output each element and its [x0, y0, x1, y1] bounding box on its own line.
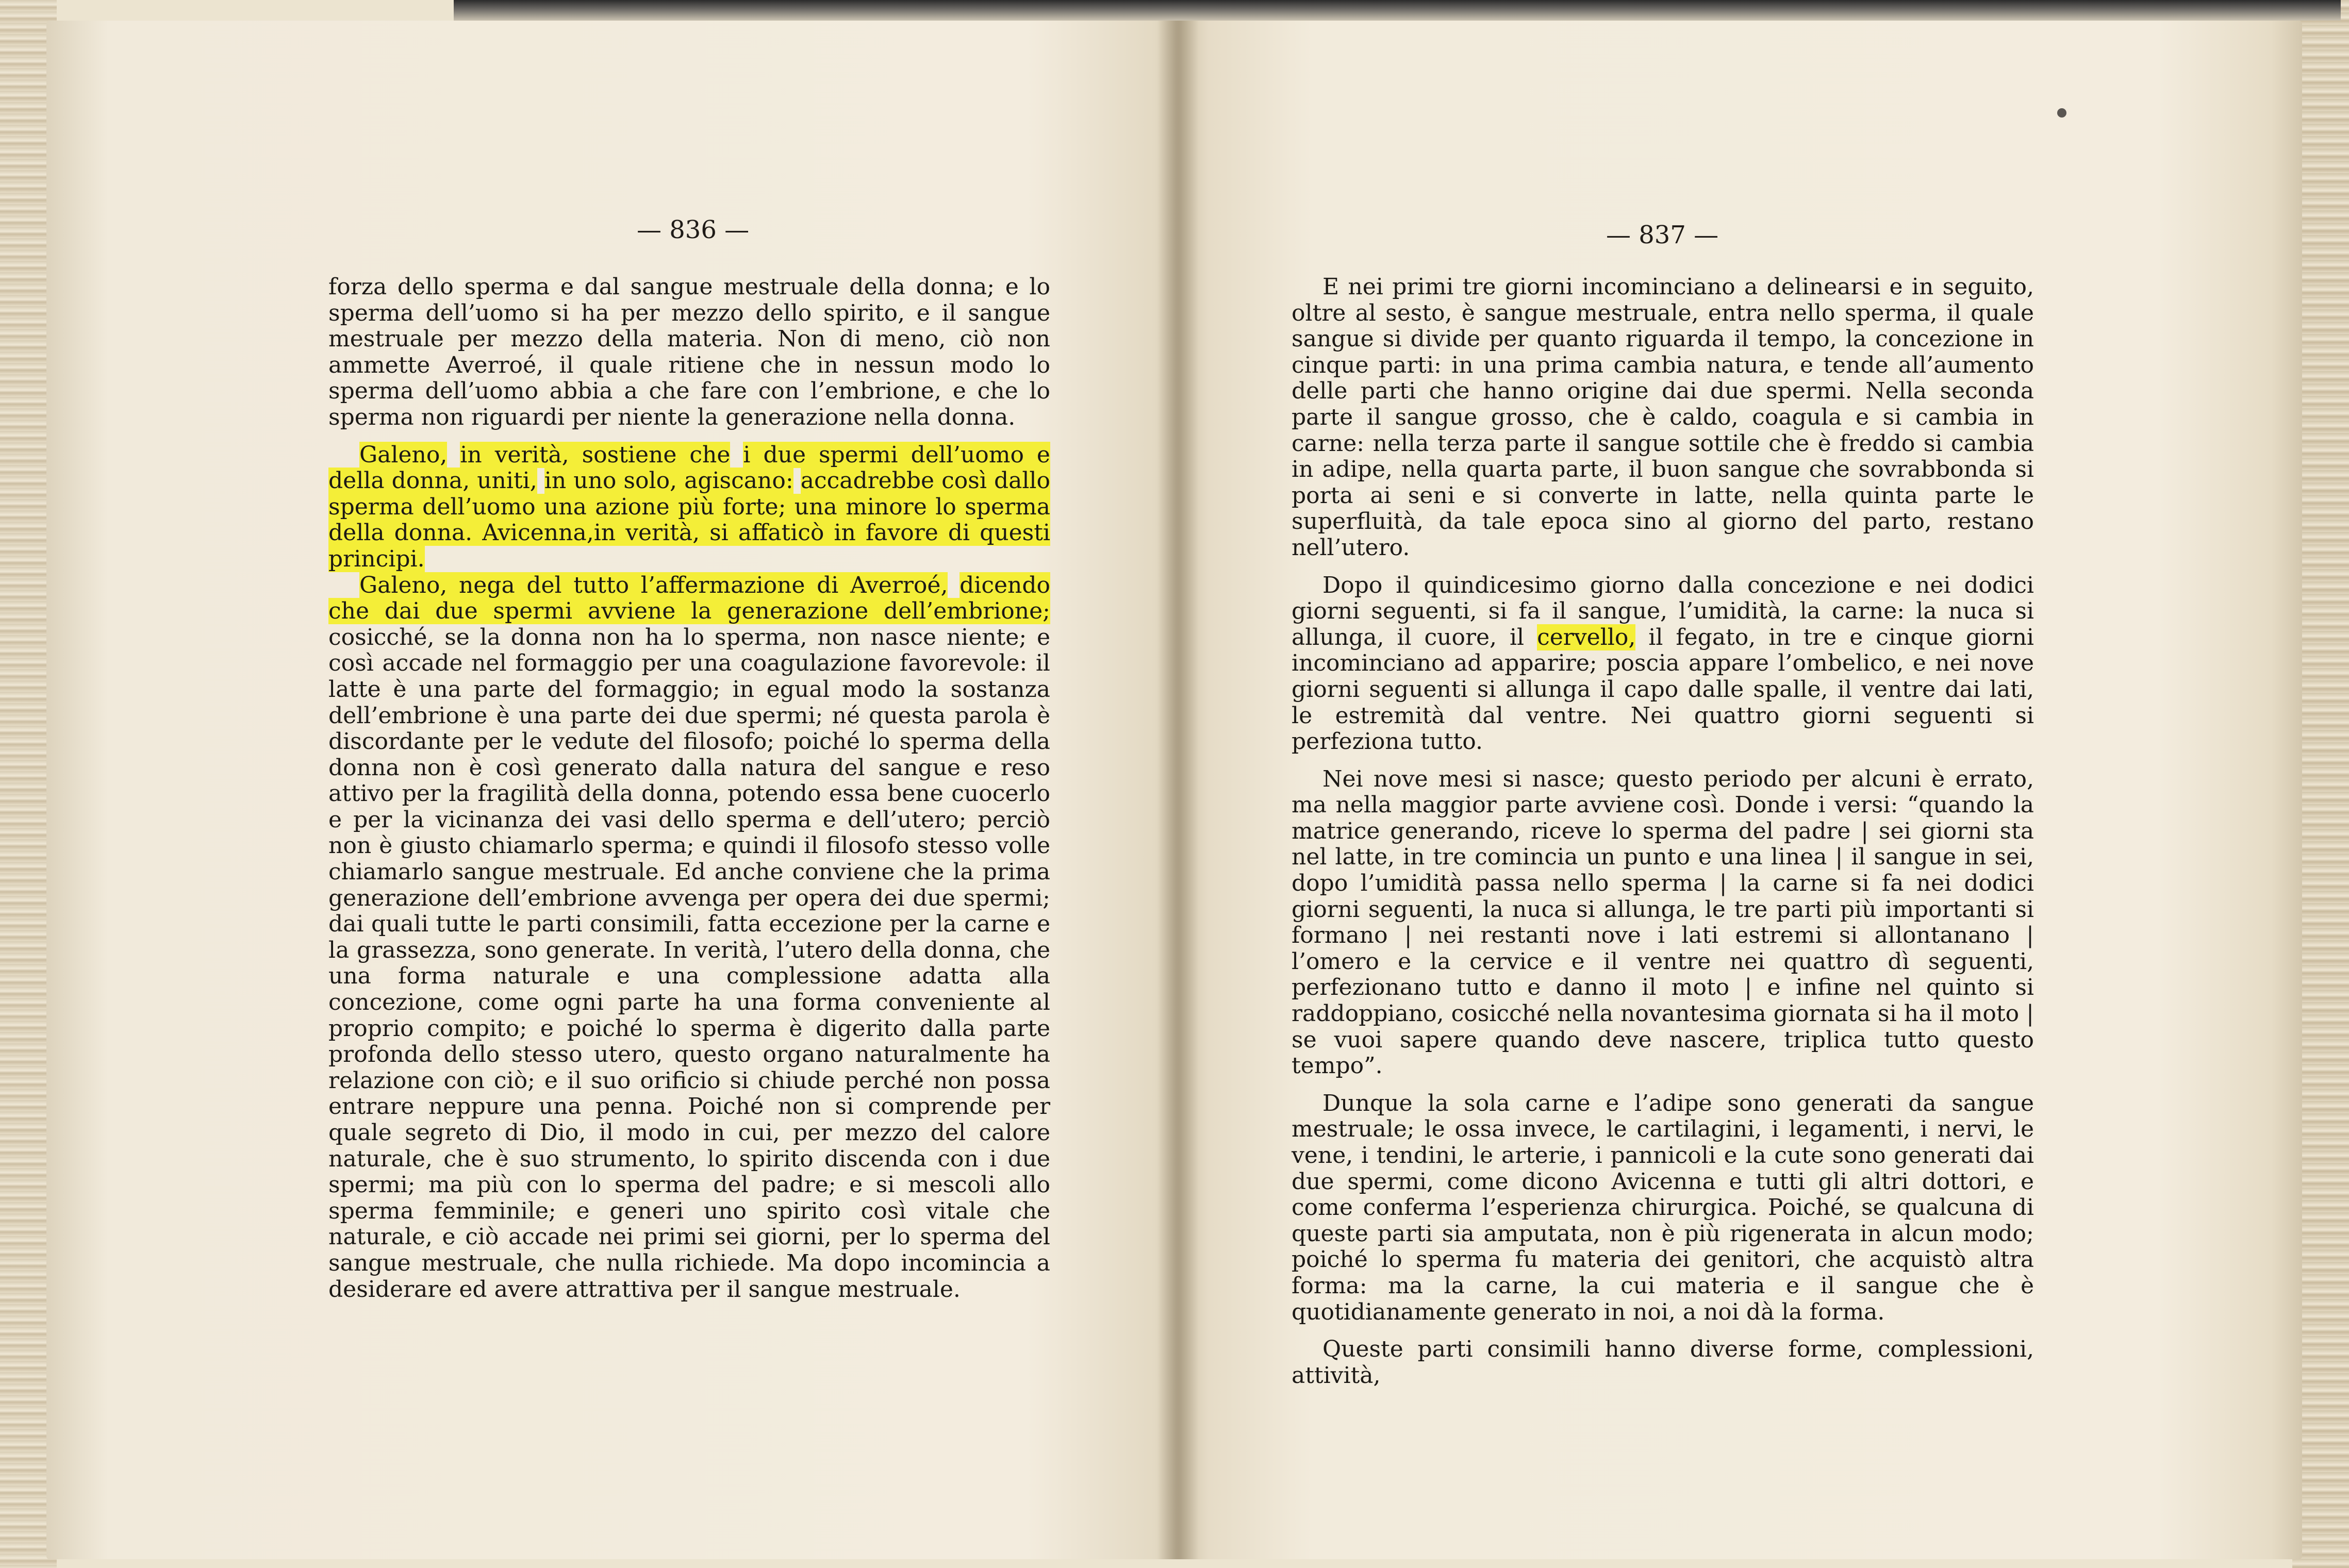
paragraph — [1292, 1337, 2034, 1389]
right-page-text — [1292, 274, 2034, 1389]
text-run: Dunque la sola carne e l’adipe sono generati da sangue mestruale; le ossa invece, le cartilagini, i legamenti, i nervi, le vene, i tendini, le arterie, i pannicoli e la cute sono generati dai due spermi, come dicono Avicenna e tutti gli altri dottori, e come conferma l’esperienza chirurgica. Poiché, se qualcuna di queste parti sia amputata, non è più rigenerata in alcun modo; poiché lo sperma fu materia dei genitori, che acquistò altra forma: ma la carne, la cui materia e il sangue che è quotidianamente generato in noi, a noi dà la forma. — [1292, 1090, 2034, 1325]
text-run: il fegato, in tre e cinque giorni incominciano ad apparire; poscia appare l’ombelico, e nei nove giorni seguenti si allunga il capo dalle spalle, il ventre dai lati, le estremità dal ventre. Nei quattro giorni seguenti si perfeziona tutto. — [1292, 624, 2034, 755]
text-run: forza dello sperma e dal sangue mestruale della donna; e lo sperma dell’uomo si ha per mezzo dello spirito, e il sangue mestruale per mezzo della materia. Non di meno, ciò non ammette Averroé, il quale ritiene che in nessun modo lo sperma dell’uomo abbia a che fare con l’embrione, e che lo sperma non riguardi per niente la generazione nella donna. — [328, 274, 1050, 430]
highlighted-text: in uno solo, agiscano: — [544, 468, 793, 494]
paragraph — [328, 573, 1050, 1303]
text-run: cosicché, se la donna non ha lo sperma, non nasce niente; e così accade nel formaggio per una coagulazione favorevole: il latte è una parte del formaggio; in egual modo la sostanza dell’embrione è una parte dei due spermi; né questa parola è discordante per le vedute del filosofo; poiché lo sperma della donna non è così generato dalla natura del sangue e reso attivo per la fragilità della donna, potendo essa bene cuocerlo e per la vicinanza dei vasi dello sperma e dell’utero; perciò non è giusto chiamarlo sperma; e quindi il filosofo stesso volle chiamarlo sangue mestruale. Ed anche conviene che la prima generazione dell’embrione avvenga per opera dei due spermi; dai quali tutte le parti consimili, fatta eccezione per la carne e la grassezza, sono generate. In verità, l’utero della donna, che una forma naturale e una complessione adatta alla concezione, come ogni parte ha una forma conveniente al proprio compito; e poiché lo sperma è digerito dalla parte profonda dello stesso utero, questo organo naturalmente ha relazione con ciò; e il suo orificio si chiude perché non possa entrare neppure una penna. Poiché non si comprende per quale segreto di Dio, il modo in cui, per mezzo del calore naturale, che è suo strumento, lo spirito discenda con i due spermi; ma più con lo sperma del padre; e si mescoli allo sperma femminile; e generi uno spirito così vitale che naturale, e ciò accade nei primi sei giorni, per lo sperma del sangue mestruale, che nulla richiede. Ma dopo incomincia a desiderare ed avere attrattiva per il sangue mestruale. — [328, 624, 1050, 1303]
highlighted-text: in verità, sostiene che — [460, 441, 731, 468]
paragraph — [328, 442, 1050, 573]
paragraph — [1292, 766, 2034, 1079]
highlighted-text: dicendo che dai due spermi avviene la generazione dell’embrione; — [328, 572, 1050, 625]
left-page-text — [328, 274, 1050, 1303]
page-number-right: — 837 — — [1606, 221, 1719, 249]
text-run: E nei primi tre giorni incominciano a delinearsi e in seguito, oltre al sesto, è sangue mestruale, entra nello sperma, il quale sangue si divide per quanto riguarda il tempo, la concezione in cinque parti: in una prima cambia natura, e tende all’aumento delle parti che hanno origine dai due spermi. Nella seconda parte il sangue grosso, che è caldo, coagula e si cambia in carne: nella terza parte il sangue sottile che è freddo si cambia in adipe, nella quarta parte, il buon sangue che sovrabbonda si porta ai seni e si converte in latte, nella quinta parte le superfluità, da tale epoca sino al giorno del parto, restano nell’utero. — [1292, 274, 2034, 561]
ink-speck — [2057, 108, 2066, 118]
text-run — [793, 468, 801, 494]
text-run: Nei nove mesi si nasce; questo periodo per alcuni è errato, ma nella maggior parte avviene così. Donde i versi: “quando la matrice generando, riceve lo sperma del padre | sei giorni sta nel latte, in tre comincia un punto e una linea | il sangue in sei, dopo l’umidità passa nello sperma | la carne si fa nei dodici giorni seguenti, la nuca si allunga, le tre parti più importanti si formano | nei restanti nove i lati estremi si allontanano | l’omero e la cervice e il ventre nei quattro dì seguenti, perfezionano tutto e danno il moto | e infine nel quinto si raddoppiano, cosicché nella novantesima giornata si ha il moto | se vuoi sapere quando deve nascere, triplica tutto questo tempo”. — [1292, 765, 2034, 1079]
paragraph — [1292, 1091, 2034, 1325]
text-run: Dopo il quindicesimo giorno dalla concezione e nei dodici giorni seguenti, si fa il sangue, l’umidità, la carne: la nuca si allunga, il cuore, il — [1292, 572, 2034, 650]
text-run: Queste parti consimili hanno diverse forme, complessioni, attività, — [1292, 1336, 2034, 1389]
highlighted-text: Galeno, nega del tutto l’affermazione di Averroé, — [359, 572, 948, 598]
text-run — [730, 442, 743, 468]
highlighted-text: Galeno, — [359, 441, 448, 468]
text-run — [948, 572, 960, 598]
highlighted-text: i due spermi dell’uomo e della donna, uniti, — [328, 441, 1050, 494]
scan-top-shadow — [454, 0, 2341, 21]
page-number-left: — 836 — — [637, 215, 750, 244]
paragraph — [1292, 274, 2034, 561]
highlighted-text: accadrebbe così dallo sperma dell’uomo una azione più forte; una minore lo sperma della donna. Avicenna,in verità, si affaticò in favore di questi principi. — [328, 468, 1050, 572]
text-run — [537, 468, 544, 494]
paragraph — [1292, 573, 2034, 755]
highlighted-text: cervello, — [1537, 624, 1636, 650]
paragraph — [328, 274, 1050, 431]
text-run — [447, 442, 460, 468]
book-gutter — [1157, 21, 1199, 1559]
